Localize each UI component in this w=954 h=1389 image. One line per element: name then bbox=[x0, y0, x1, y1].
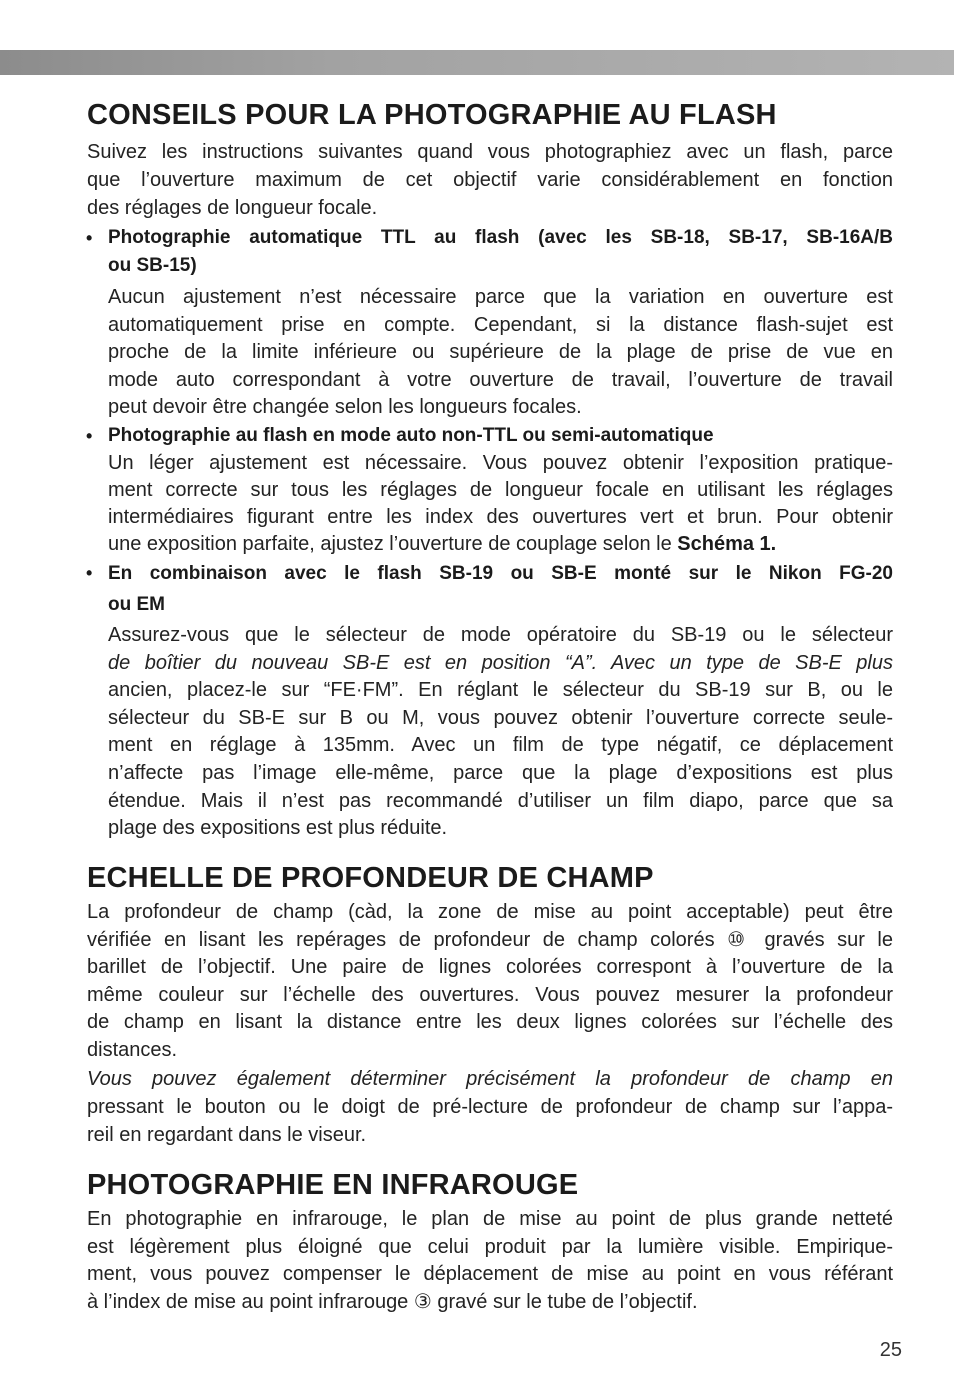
bullet-body-ttl bbox=[108, 284, 893, 422]
bullet-title-line: Photographie au flash en mode auto non-TTL ou semi-automatique bbox=[108, 425, 714, 446]
bullet-body-non-ttl bbox=[108, 450, 893, 558]
bullet-title-line: ou SB-15) bbox=[108, 255, 197, 276]
bullet-title-line: En combinaison avec le flash SB-19 ou SB-E monté sur le Nikon FG-20 bbox=[108, 563, 893, 584]
paragraph-line: barillet de l’objectif. Une paire de lignes colorées correspont à l’ouverture de la bbox=[87, 956, 893, 979]
paragraph-line: Aucun ajustement n’est nécessaire parce que la variation en ouverture est bbox=[108, 286, 893, 308]
paragraph-line: ment, vous pouvez compenser le déplacement de mise au point en vous référant bbox=[87, 1263, 893, 1286]
paragraph-line: Vous pouvez également déterminer précisément la profondeur de champ en bbox=[87, 1068, 893, 1090]
bullet-dot: • bbox=[86, 426, 93, 446]
bullet-title-non-ttl bbox=[86, 422, 893, 450]
flash-intro-paragraph bbox=[87, 138, 893, 222]
bullet-title-sb19 bbox=[86, 558, 893, 620]
bullet-dot: • bbox=[86, 228, 93, 248]
paragraph-line: distances. bbox=[87, 1038, 178, 1061]
paragraph-line: En photographie en infrarouge, le plan de mise au point de plus grande netteté bbox=[87, 1208, 893, 1230]
paragraph-line: des réglages de longueur focale. bbox=[87, 197, 378, 219]
paragraph-line: ment en réglage à 135mm. Avec un film de type négatif, ce déplacement bbox=[108, 734, 893, 757]
section-title-flash: CONSEILS POUR LA PHOTOGRAPHIE AU FLASH bbox=[87, 99, 777, 131]
bullet-title-line: ou EM bbox=[108, 594, 165, 615]
paragraph-line: n’affecte pas l’image elle-même, parce que la plage d’expositions est plus bbox=[108, 761, 893, 784]
paragraph-line: ancien, placez-le sur “FE·FM”. En réglant le sélecteur du SB-19 sur B, ou le bbox=[108, 679, 893, 702]
paragraph-line: Un léger ajustement est nécessaire. Vous pouvez obtenir l’exposition pratique- bbox=[108, 452, 893, 474]
depth-paragraph-1 bbox=[87, 899, 893, 1065]
bullet-title-line: Photographie automatique TTL au flash (avec les SB-18, SB-17, SB-16A/B bbox=[108, 227, 893, 248]
paragraph-line: reil en regardant dans le viseur. bbox=[87, 1124, 367, 1146]
paragraph-line: pressant le bouton ou le doigt de pré-lecture de profondeur de champ sur l’appa- bbox=[87, 1096, 893, 1118]
paragraph-line: automatiquement prise en compte. Cependant, si la distance flash-sujet est bbox=[108, 313, 893, 336]
paragraph-line: à l’index de mise au point infrarouge ③ gravé sur le tube de l’objectif. bbox=[87, 1291, 698, 1314]
paragraph-line: proche de la limite inférieure ou supérieure de la plage de prise de vue en bbox=[108, 341, 893, 363]
paragraph-line: plage des expositions est plus réduite. bbox=[108, 817, 448, 840]
paragraph-line: vérifiée en lisant les repérages de profondeur de champ colorés ⑩ gravés sur le bbox=[87, 928, 893, 951]
paragraph-line bbox=[108, 531, 893, 558]
paragraph-line: Suivez les instructions suivantes quand vous photographiez avec un flash, parce bbox=[87, 141, 893, 163]
section-title-depth-of-field: ECHELLE DE PROFONDEUR DE CHAMP bbox=[87, 862, 654, 894]
paragraph-line: même couleur sur l’échelle des ouvertures. Vous pouvez mesurer la profondeur bbox=[87, 983, 893, 1006]
paragraph-line: sélecteur du SB-E sur B ou M, vous pouvez obtenir l’ouverture correcte seule- bbox=[108, 706, 893, 729]
paragraph-line: mode auto correspondant à votre ouverture de travail, l’ouverture de travail bbox=[108, 368, 893, 391]
page-number: 25 bbox=[879, 1339, 902, 1361]
paragraph-line: étendue. Mais il n’est pas recommandé d’utiliser un film diapo, parce que sa bbox=[108, 789, 893, 812]
paragraph-line: Assurez-vous que le sélecteur de mode opératoire du SB-19 ou le sélecteur bbox=[108, 624, 893, 646]
bullet-title-ttl bbox=[86, 224, 893, 280]
paragraph-line: La profondeur de champ (càd, la zone de mise au point acceptable) peut être bbox=[87, 901, 893, 923]
depth-paragraph-2 bbox=[87, 1065, 893, 1149]
paragraph-line: intermédiaires figurant entre les index des ouvertures vert et brun. Pour obtenir bbox=[108, 506, 893, 528]
paragraph-line: de boîtier du nouveau SB-E est en position “A”. Avec un type de SB-E plus bbox=[108, 651, 893, 674]
paragraph-line: ment correcte sur tous les réglages de longueur focale en utilisant les réglages bbox=[108, 479, 893, 501]
paragraph-text: une exposition parfaite, ajustez l’ouverture de couplage selon le bbox=[108, 533, 678, 555]
bullet-body-sb19 bbox=[108, 622, 893, 843]
infrared-paragraph bbox=[87, 1206, 893, 1317]
header-band bbox=[0, 50, 954, 75]
paragraph-line: que l’ouverture maximum de cet objectif varie considérablement en fonction bbox=[87, 169, 893, 191]
paragraph-line: peut devoir être changée selon les longueurs focales. bbox=[108, 396, 582, 418]
bullet-dot: • bbox=[86, 563, 93, 583]
paragraph-line: est légèrement plus éloigné que celui produit par la lumière visible. Empirique- bbox=[87, 1235, 893, 1258]
section-title-infrared: PHOTOGRAPHIE EN INFRAROUGE bbox=[87, 1169, 579, 1201]
paragraph-line: de champ en lisant la distance entre les deux lignes colorées sur l’échelle des bbox=[87, 1011, 893, 1034]
diagram-reference: Schéma 1. bbox=[677, 533, 777, 555]
